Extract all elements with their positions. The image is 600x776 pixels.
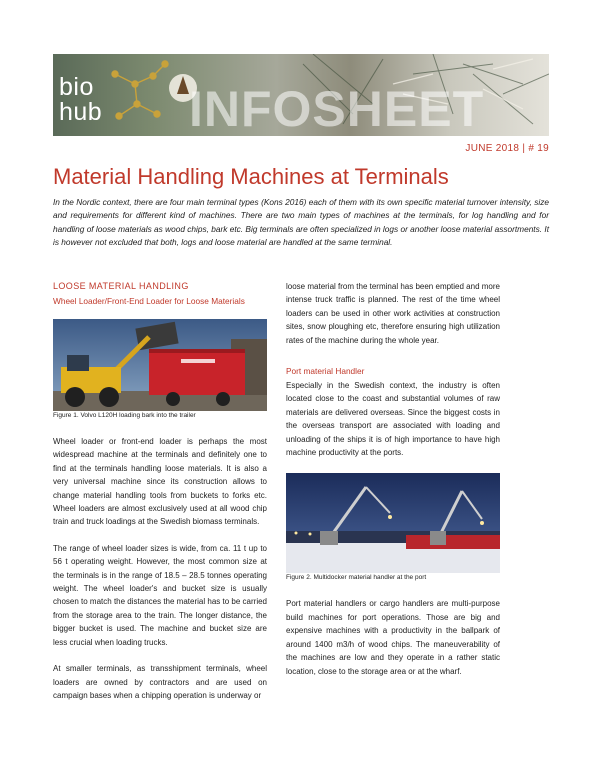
issue-date: JUNE 2018 bbox=[465, 143, 520, 154]
port-material-handler-image bbox=[286, 473, 500, 573]
left-column bbox=[53, 280, 267, 702]
molecule-icon bbox=[112, 61, 168, 119]
page-title: Material Handling Machines at Terminals bbox=[53, 164, 449, 189]
figure2-caption: Figure 2. Multidocker material handler at the port bbox=[286, 574, 427, 582]
section-title-loose-material: LOOSE MATERIAL HANDLING bbox=[53, 281, 189, 291]
right-paragraph-continued: loose material from the terminal has been emptied and more intense truck traffic is planned. The rest of the time wheel loaders can be used in other work activities at construction sites, snow ploughing etc, therefore ensuring high utilization rates of the machine during the whole year. bbox=[286, 282, 500, 345]
banner-infosheet-text: INFOSHEET bbox=[189, 81, 485, 136]
header-banner bbox=[53, 54, 549, 136]
left-paragraph-1: Wheel loader or front-end loader is perhaps the most widespread machine at the terminals and definitely one to find at the terminals handling loose materials. It is also a very universal machine since its construction allows to change material handling tools from buckets to forks etc. Wheel loaders are almost exclusively used at all wood chip train and truck loadings at the Swedish biomass terminals. bbox=[53, 437, 267, 527]
wheel-loader-image bbox=[53, 319, 267, 411]
figure2-photo bbox=[286, 473, 500, 573]
figure1-caption: Figure 1. Volvo L120H loading bark into the trailer bbox=[53, 412, 196, 419]
left-paragraph-2: The range of wheel loader sizes is wide, from ca. 11 t up to 56 t operating weight. However, the most common size at the terminals is in the range of 18.5 – 28.5 tonnes operating weight. The wheel loader's and bucket size is usually chosen to match the distances the material has to be carried from the storage area to the train. The longer distance, the bigger bucket is used. The machine and bucket size are less crucial when loading trucks. bbox=[53, 543, 267, 647]
right-column bbox=[286, 280, 500, 678]
subsection-title-port-handler: Port material Handler bbox=[286, 366, 365, 377]
logo-bio-text: bio bbox=[59, 73, 94, 101]
right-paragraph-handlers: Port material handlers or cargo handlers are multi-purpose build machines for port operations. Those are big and expensive machines with a productivity in the ballpark of around 1400 m3/h of wood chips. The maneuverability of the machines are low and they operate in a rather static location, close to the storage area or at the wharf. bbox=[286, 599, 500, 676]
left-paragraph-3: At smaller terminals, as transshipment terminals, wheel loaders are owned by contractors and are used on campaign bases when a chipping operation is underway or bbox=[53, 664, 267, 700]
subsection-title-wheel-loader: Wheel Loader/Front-End Loader for Loose Materials bbox=[53, 296, 245, 306]
issue-date-line bbox=[465, 143, 549, 154]
intro-paragraph: In the Nordic context, there are four main terminal types (Kons 2016) each of them with its own specific material turnover intensity, size and requirements for different kind of machines. There are two main types of machines at the terminals, for log handling and for handling of loose materials as wood chips, bark etc. Big terminals are often specialized in logs or another loose material assortments. It is however not excluded that both, logs and loose material are handled at the same terminal. bbox=[53, 197, 549, 248]
right-paragraph-port: Especially in the Swedish context, the industry is often located close to the coast and substantial volumes of raw materials are delivered overseas. Since the biggest costs in the overseas transport are associated with loading and unloading of the ships it is of high importance to have high machine productivity at the ports. bbox=[286, 381, 500, 458]
figure1-photo bbox=[53, 319, 267, 411]
issue-separator: | bbox=[522, 143, 526, 154]
issue-number: # 19 bbox=[528, 143, 549, 154]
logo-hub-text: hub bbox=[59, 98, 103, 126]
